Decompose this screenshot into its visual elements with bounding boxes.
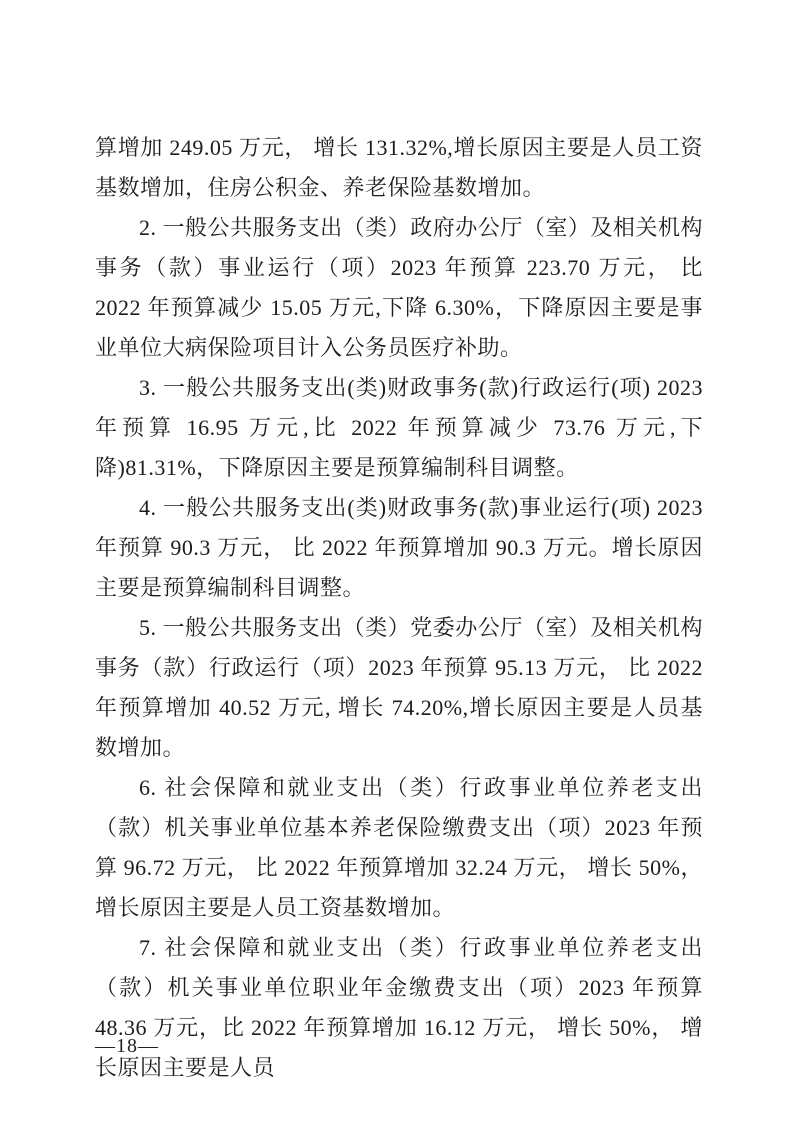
paragraph-item-7: 7. 社会保障和就业支出（类）行政事业单位养老支出（款）机关事业单位职业年金缴费支出（项）2023 年预算 48.36 万元，比 2022 年预算增加 16.12 万元， 增长 50%， 增长原因主要是人员 [95,935,703,1080]
paragraph-continuation: 算增加 249.05 万元， 增长 131.32%,增长原因主要是人员工资基数增加，住房公积金、养老保险基数增加。 [95,135,703,200]
body-text [95,128,703,1088]
paragraph-item-5: 5. 一般公共服务支出（类）党委办公厅（室）及相关机构事务（款）行政运行（项）2023 年预算 95.13 万元， 比 2022 年预算增加 40.52 万元, 增长 74.20%,增长原因主要是人员基数增加。 [95,615,703,760]
paragraph-item-6: 6. 社会保障和就业支出（类）行政事业单位养老支出（款）机关事业单位基本养老保险缴费支出（项）2023 年预算 96.72 万元， 比 2022 年预算增加 32.24 万元， 增长 50%， 增长原因主要是人员工资基数增加。 [95,775,703,920]
paragraph-item-3: 3. 一般公共服务支出(类)财政事务(款)行政运行(项) 2023 年预算 16.95 万元,比 2022 年预算减少 73.76 万元,下降)81.31%，下降原因主要是预算编制科目调整。 [95,375,703,480]
page-number: —18— [95,1035,159,1057]
paragraph-item-2: 2. 一般公共服务支出（类）政府办公厅（室）及相关机构事务（款）事业运行（项）2023 年预算 223.70 万元， 比 2022 年预算减少 15.05 万元,下降 6.30%，下降原因主要是事业单位大病保险项目计入公务员医疗补助。 [95,215,703,360]
paragraph-item-4: 4. 一般公共服务支出(类)财政事务(款)事业运行(项) 2023 年预算 90.3 万元， 比 2022 年预算增加 90.3 万元。增长原因主要是预算编制科目调整。 [95,495,703,600]
